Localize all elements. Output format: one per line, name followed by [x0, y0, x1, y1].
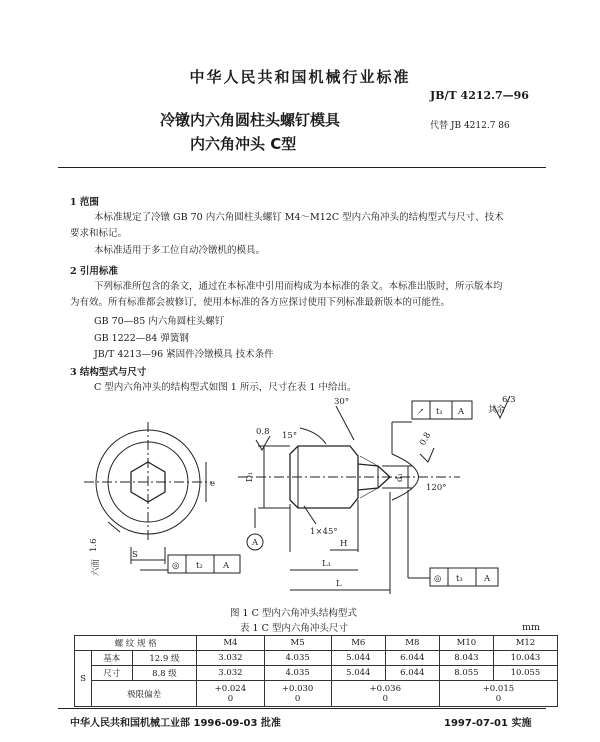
chamfer-leader [304, 506, 316, 524]
rough-symbol-side [420, 448, 434, 462]
size-m8: M8 [385, 636, 439, 651]
cell-88-m6: 5.044 [331, 666, 385, 681]
dev-m5-upper: +0.030 [281, 683, 314, 694]
title-line1: 冷镦内六角圆柱头螺钉模具 [160, 111, 341, 129]
effective-date: 1997-07-01 实施 [444, 718, 532, 729]
standard-number: JB/T 4212.7—96 [430, 89, 529, 102]
angle-30-leader [336, 406, 354, 440]
size-m6: M6 [331, 636, 385, 651]
size-m12: M12 [493, 636, 557, 651]
rough-symbol-top [256, 436, 270, 450]
table-row [75, 681, 558, 707]
cell-88-m4: 3.032 [197, 666, 264, 681]
ref-item-jbt4213: JB/T 4213—96 紧固件冷镦模具 技术条件 [94, 349, 274, 360]
basic-label: 基本 [92, 651, 133, 666]
dev-m4 [197, 681, 264, 707]
angle-30: 30° [334, 397, 350, 407]
table-unit: mm [522, 622, 541, 633]
section-structure-heading: 3 结构型式与尺寸 [70, 367, 147, 378]
cell-129-m4: 3.032 [197, 651, 264, 666]
tol-bottom-datum: A [484, 574, 491, 584]
angle-15-arc [300, 428, 326, 444]
table-caption: 表 1 C 型内六角冲头尺寸 [240, 623, 348, 634]
tol-top-value: t₁ [436, 407, 443, 417]
ref-item-gb1222: GB 1222—84 弹簧钢 [94, 333, 189, 344]
dev-m5 [264, 681, 331, 707]
cell-88-m10: 8.055 [439, 666, 493, 681]
tol-top-sym: ↗ [417, 407, 425, 417]
cell-88-m8: 6.044 [385, 666, 439, 681]
dev-m10-m12 [439, 681, 557, 707]
roughness-left: 1.6 [89, 538, 99, 552]
rough-note: 六面 [91, 558, 101, 576]
cell-129-m5: 4.035 [264, 651, 331, 666]
grade-88-label: 8.8 级 [132, 666, 197, 681]
deviation-label: 极限偏差 [92, 681, 197, 707]
size-m10: M10 [439, 636, 493, 651]
tol-mid-sym: ◎ [172, 561, 180, 571]
header-divider [58, 167, 546, 168]
rest-label: 其余 [488, 405, 506, 415]
scope-para1-line1: 本标准规定了冷镦 GB 70 内六角圆柱头螺钉 M4～M12C 型内六角冲头的结构型式与尺寸、技术 [94, 212, 504, 223]
dev-m10-m12-upper: +0.015 [482, 683, 515, 694]
dim-h-label: H [340, 539, 348, 549]
cell-88-m12: 10.055 [493, 666, 557, 681]
table-row [75, 636, 558, 651]
dim-d1b-label: d₁ [395, 473, 405, 482]
cell-129-m12: 10.043 [493, 651, 557, 666]
figure-caption: 图 1 C 型内六角冲头结构型式 [230, 608, 357, 619]
size-m4: M4 [197, 636, 264, 651]
dimension-table [74, 635, 558, 707]
title-line2: 内六角冲头 C型 [190, 135, 297, 153]
chamfer-label: 1×45° [310, 527, 338, 537]
scope-para2: 本标准适用于多工位自动冷镦机的模具。 [94, 245, 266, 256]
ref-item-gb70: GB 70—85 内六角圆柱头螺钉 [94, 316, 225, 327]
thread-spec-header: 螺 纹 规 格 [75, 636, 197, 651]
dev-m4-upper: +0.024 [214, 683, 247, 694]
angle-15: 15° [282, 431, 298, 441]
size-m5: M5 [264, 636, 331, 651]
roughness-top: 0.8 [256, 427, 270, 437]
section-refs-heading: 2 引用标准 [70, 266, 118, 277]
dev-m5-lower: 0 [294, 693, 301, 704]
tol-bottom-sym: ◎ [434, 574, 442, 584]
footer-divider [58, 708, 546, 709]
dim-l1-label: L₁ [322, 559, 332, 569]
tol-mid-value: t₂ [196, 561, 203, 571]
dim-s-label: S [132, 550, 138, 560]
dev-m10-m12-lower: 0 [495, 693, 502, 704]
section-scope-heading: 1 范围 [70, 197, 99, 208]
org-title: 中华人民共和国机械行业标准 [189, 68, 411, 86]
tol-bottom-value: t₃ [456, 574, 463, 584]
cell-129-m8: 6.044 [385, 651, 439, 666]
cell-129-m6: 5.044 [331, 651, 385, 666]
roughness-side: 0.8 [417, 430, 434, 448]
scope-para1-line2: 要求和标记。 [70, 228, 128, 239]
replaces-note: 代替 JB 4212.7 86 [430, 121, 510, 131]
cell-88-m5: 4.035 [264, 666, 331, 681]
refs-para-line1: 下列标准所包含的条文，通过在本标准中引用而构成为本标准的条文。本标准出版时，所示版本均 [94, 281, 503, 292]
datum-a-label: A [252, 538, 259, 548]
rest-roughness-value: 6.3 [502, 395, 516, 405]
approval-date: 中华人民共和国机械工业部 1996-09-03 批准 [70, 718, 281, 729]
table-row [75, 651, 558, 666]
dim-d1-label: D₁ [245, 471, 255, 482]
structure-para: C 型内六角冲头的结构型式如图 1 所示，尺寸在表 1 中给出。 [94, 382, 357, 393]
angle-120: 120° [426, 483, 447, 493]
dim-e-label: e [210, 479, 216, 489]
rough-leader [108, 522, 120, 532]
dev-m6-m8-lower: 0 [382, 693, 388, 704]
s-row-label: S [75, 651, 92, 707]
dim-l-label: L [336, 579, 342, 589]
size-label: 尺寸 [92, 666, 133, 681]
tol-mid-datum: A [223, 561, 230, 571]
table-row [75, 666, 558, 681]
refs-para-line2: 为有效。所有标准都会被修订，使用本标准的各方应探讨使用下列标准最新版本的可能性。 [70, 297, 451, 308]
dev-m4-lower: 0 [227, 693, 234, 704]
cell-129-m10: 8.043 [439, 651, 493, 666]
tol-top-datum: A [458, 407, 465, 417]
grade-129-label: 12.9 级 [132, 651, 197, 666]
dev-m6-m8 [331, 681, 439, 707]
figure-drawing [0, 392, 600, 607]
dev-m6-m8-upper: +0.036 [369, 683, 402, 694]
